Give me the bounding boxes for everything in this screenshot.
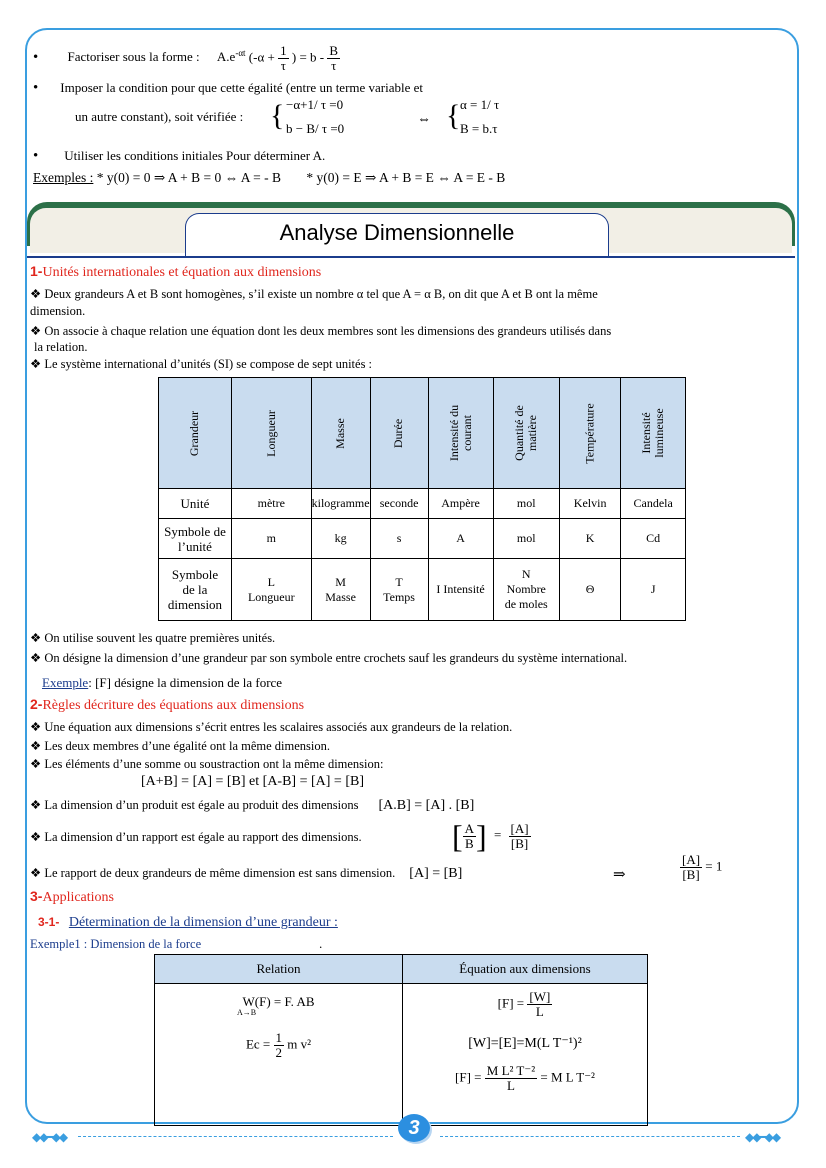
- si-header-cell: Longueur: [231, 378, 311, 489]
- section-2-heading: 2-Règles décriture des équations aux dimensions: [30, 696, 305, 713]
- s1-para4: ❖ On utilise souvent les quatre premières unités.: [30, 631, 276, 645]
- s1-para1-cont: dimension.: [30, 304, 86, 318]
- bullet-imposer: • Imposer la condition pour que cette égalité (entre un terme variable et: [33, 80, 424, 96]
- si-header-cell: Masse: [311, 378, 370, 489]
- force-final-dimension-eq: [F] = $\frac{\text{M L² T⁻²}}{L}$ = M L T⁻²: [455, 1063, 595, 1093]
- s2-rule6-arrow: ⇒: [613, 867, 626, 883]
- s2-rule5: ❖ La dimension d’un rapport est égale au rapport des dimensions.: [30, 830, 362, 844]
- si-row-symbole: Symbole de l’unité m kg s A mol K Cd: [159, 519, 686, 559]
- kinetic-energy-relation: Ec = $\frac{1}{2}$ m v²: [245, 1030, 312, 1060]
- s1-para1: ❖ Deux grandeurs A et B sont homogènes, s’il existe un nombre α tel que A = α B, on dit que A et B ont la même: [30, 287, 598, 301]
- relation-table: Relation Équation aux dimensions W(F) = F. AB A→B Ec = $\frac{1}{2}$ m v² [F] = $\frac{[W]}{L}$ [W]=[E]=M(L T⁻¹)² [F] = $\frac{\text{M L² T⁻²}}{L}$ = M L T⁻²: [154, 954, 648, 1126]
- s1-para5: ❖ On désigne la dimension d’une grandeur par son symbole entre crochets sauf les grandeurs du système international.: [30, 651, 628, 665]
- si-row-unite: Unité mètre kilogramme seconde Ampère mol Kelvin Candela: [159, 489, 686, 519]
- exemples-line: Exemples : * y(0) = 0 ⇒ A + B = 0 ⇔ A = - B * y(0) = E ⇒ A + B = E ⇔ A = E - B: [33, 170, 506, 185]
- si-header-cell: Intensité lumineuse: [621, 378, 686, 489]
- si-header-cell: Quantité de matière: [493, 378, 559, 489]
- s2-rule6-ratio: $\frac{[A]}{[B]}$ = 1: [682, 852, 723, 882]
- s1-exemple: Exemple: [F] désigne la dimension de la force: [42, 675, 283, 690]
- bullet-conditions: • Utiliser les conditions initiales Pour déterminer A.: [33, 148, 326, 164]
- relation-cell: [155, 984, 403, 1126]
- force-dimension-eq: [F] = $\frac{[W]}{L}$: [497, 989, 551, 1019]
- s2-rule6: ❖ Le rapport de deux grandeurs de même dimension est sans dimension. [A] = [B]: [30, 866, 463, 881]
- banner-base-line: [27, 256, 795, 258]
- s1-para2: ❖ On associe à chaque relation une équation dont les deux membres sont les dimensions des grandeurs utilisés dans: [30, 324, 612, 338]
- exemple1-label: Exemple1 : Dimension de la force .: [30, 937, 323, 951]
- si-row-dimension: Symbole de la dimension L Longueur M Masse T Temps I Intensité N Nombre de moles Θ J: [159, 559, 686, 621]
- bullet-imposer-cont: un autre constant), soit vérifiée :: [75, 109, 244, 124]
- page-number-badge: 3: [398, 1114, 430, 1142]
- dimension-cell: [403, 984, 648, 1126]
- s2-rule3-formula: [A+B] = [A] = [B] et [A-B] = [A] = [B]: [141, 774, 364, 789]
- si-header-cell: Grandeur: [159, 378, 232, 489]
- footer-line-left: [78, 1136, 393, 1137]
- footer-ornament-right: ◆◆━◆◆: [745, 1130, 780, 1144]
- s2-rule1: ❖ Une équation aux dimensions s’écrit entres les scalaires associés aux grandeurs de la relation.: [30, 720, 513, 734]
- si-header-cell: Intensité du courant: [428, 378, 493, 489]
- energy-dimension-eq: [W]=[E]=M(L T⁻¹)²: [468, 1036, 582, 1051]
- s1-para2-cont: la relation.: [34, 340, 88, 354]
- section-3-heading: 3-Applications: [30, 888, 114, 905]
- s2-rule2: ❖ Les deux membres d’une égalité ont la même dimension.: [30, 739, 331, 753]
- footer-ornament-left: ◆◆━◆◆: [32, 1130, 67, 1144]
- s1-para3: ❖ Le système international d’unités (SI) se compose de sept unités :: [30, 357, 373, 371]
- si-units-table: [158, 377, 686, 621]
- si-header-cell: Durée: [370, 378, 428, 489]
- work-relation: W(F) = F. AB A→B: [236, 994, 315, 1017]
- section-3-1-heading: 3-1- Détermination de la dimension d’une grandeur :: [38, 915, 338, 930]
- footer-line-right: [440, 1136, 740, 1137]
- section-1-heading: 1-Unités internationales et équation aux dimensions: [30, 263, 322, 280]
- bullet-factoriser: • Factoriser sous la forme : $A.e^{-\alpha t}$ (-α + $\frac{1}{\tau}$ ) = b - $\frac{B}{\tau}$: [33, 43, 339, 73]
- equiv-symbol: ⇔: [417, 112, 431, 127]
- s2-rule3: ❖ Les éléments d’une somme ou soustraction ont la même dimension:: [30, 757, 384, 771]
- s2-rule5-formula: [ $\frac{A}{B}$ ] = $\frac{[A]}{[B]}$: [452, 818, 529, 854]
- section-banner-title: Analyse Dimensionnelle: [185, 213, 609, 258]
- s2-rule4: ❖ La dimension d’un produit est égale au produit des dimensions [A.B] = [A] . [B]: [30, 798, 475, 813]
- si-header-cell: Température: [559, 378, 620, 489]
